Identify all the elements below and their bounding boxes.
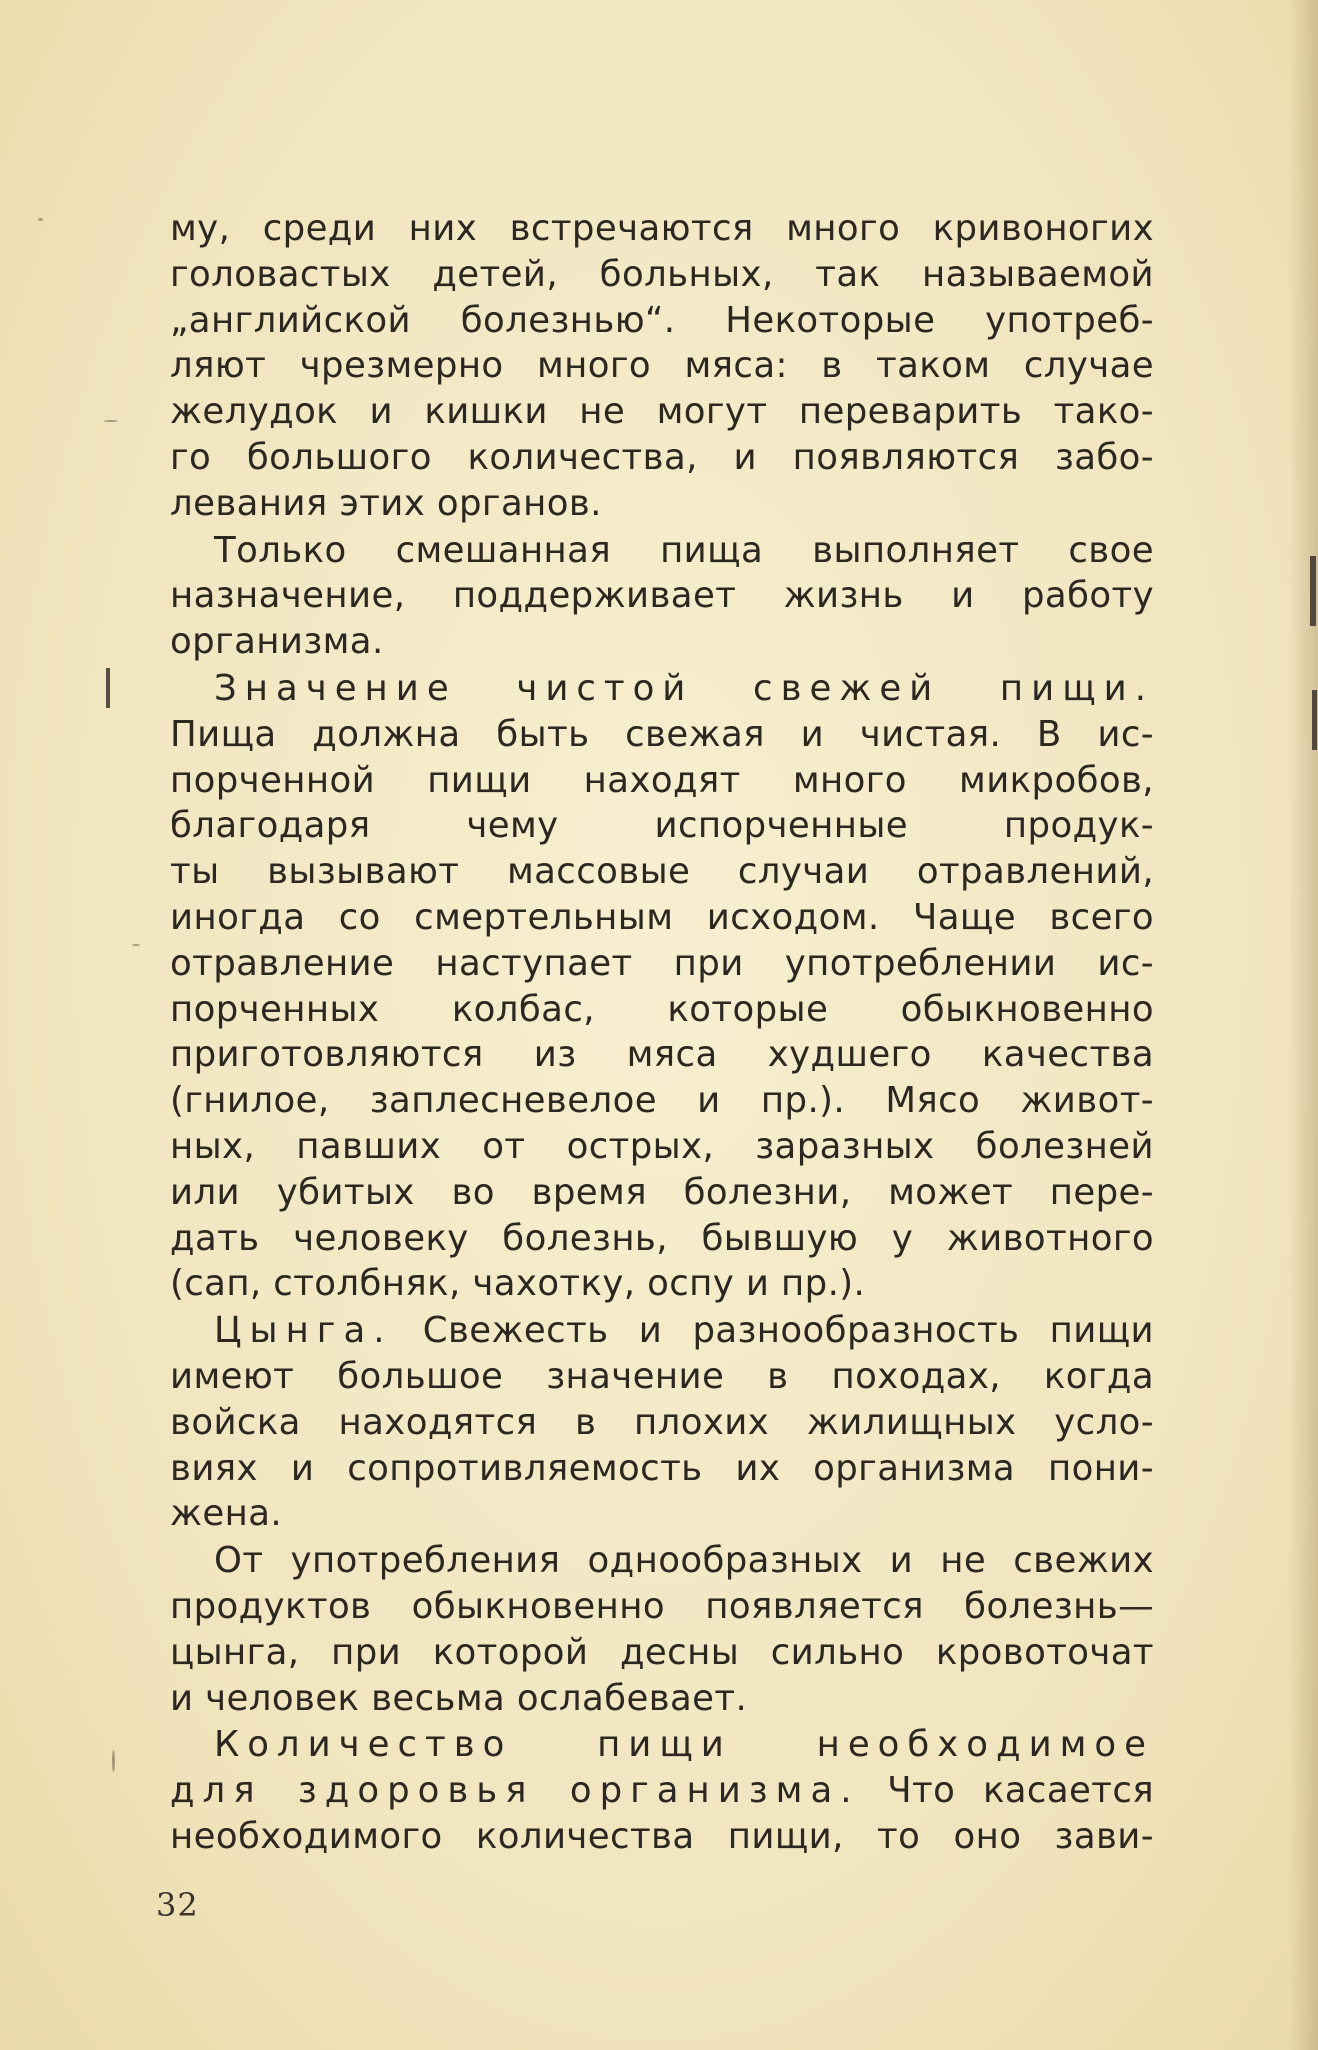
scan-speck xyxy=(38,218,43,221)
text-line: и человек весьма ослабевает. xyxy=(170,1677,748,1719)
text-line: благодаря чему испорченные продук- xyxy=(170,805,1154,847)
text-line: или убитых во время болезни, может пере- xyxy=(170,1171,1154,1213)
text-line: войска находятся в плохих жилищных усло- xyxy=(170,1401,1154,1443)
text-line: му, среди них встречаются много кривоногих xyxy=(170,208,1154,249)
section-heading-continued: для здоровья организма. xyxy=(170,1770,860,1812)
section-heading: Цынга. xyxy=(214,1310,393,1352)
text-line: ляют чрезмерно много мяса: в таком случае xyxy=(170,345,1154,387)
text-line: Только смешанная пища выполняет свое xyxy=(214,529,1154,571)
text-line: организма. xyxy=(170,621,384,663)
margin-mark-right-bottom xyxy=(1312,690,1317,750)
text-line: цынга, при которой десны сильно кровоточат xyxy=(170,1631,1154,1673)
text-line xyxy=(170,1768,1154,1814)
text-line: жена. xyxy=(170,1493,283,1535)
text-line: левания этих органов. xyxy=(170,482,602,524)
text-line: (гнилое, заплесневелое и пр.). Мясо живот- xyxy=(170,1080,1154,1122)
scan-speck xyxy=(104,420,118,422)
text-line: головастых детей, больных, так называемой xyxy=(170,253,1154,295)
text-line: желудок и кишки не могут переварить тако- xyxy=(170,391,1154,433)
section-heading: Значение чистой свежей пищи. xyxy=(214,667,1154,709)
paragraph xyxy=(170,1722,1154,1859)
text-line: Пища должна быть свежая и чистая. В ис- xyxy=(170,713,1154,755)
paragraph xyxy=(170,206,1154,527)
text-line: „английской болезнью“. Некоторые употреб- xyxy=(170,299,1154,341)
text-line: продуктов обыкновенно появляется болезнь— xyxy=(170,1585,1154,1627)
text-line: порченной пищи находят много микробов, xyxy=(170,759,1154,801)
text-line: назначение, поддерживает жизнь и работу xyxy=(170,575,1154,617)
text-line: порченных колбас, которые обыкновенно xyxy=(170,988,1154,1030)
text-line: необходимого количества пищи, то оно зави- xyxy=(170,1815,1154,1857)
text-run: Свежесть и разнообразность пищи xyxy=(422,1310,1155,1352)
margin-mark-right-top xyxy=(1310,556,1316,626)
paragraph xyxy=(170,1538,1154,1721)
scan-speck xyxy=(112,1750,115,1772)
text-line: От употребления однообразных и не свежих xyxy=(214,1540,1154,1582)
paragraph xyxy=(170,528,1154,665)
text-line: (сап, столбняк, чахотку, оспу и пр.). xyxy=(170,1263,866,1305)
paragraph xyxy=(170,1308,1154,1537)
text-line: ты вызывают массовые случаи отравлений, xyxy=(170,851,1154,893)
scan-speck xyxy=(132,944,140,946)
text-line xyxy=(170,1308,1154,1354)
text-run: Что касается xyxy=(887,1770,1155,1812)
body-text xyxy=(170,206,1154,1860)
margin-mark-left xyxy=(106,668,110,708)
text-line: виях и сопротивляемость их организма пони- xyxy=(170,1447,1154,1489)
text-line: ных, павших от острых, заразных болезней xyxy=(170,1125,1154,1167)
text-line: го большого количества, и появляются забо- xyxy=(170,436,1154,478)
text-line: иногда со смертельным исходом. Чаще всего xyxy=(170,896,1154,938)
page-number: 32 xyxy=(156,1886,199,1924)
text-line: имеют большое значение в походах, когда xyxy=(170,1355,1154,1397)
text-line: приготовляются из мяса худшего качества xyxy=(170,1034,1154,1076)
text-line: дать человеку болезнь, бывшую у животного xyxy=(170,1217,1154,1259)
text-line: отравление наступает при употреблении ис- xyxy=(170,942,1154,984)
section-heading: Количество пищи необходимое xyxy=(214,1724,1154,1766)
paragraph xyxy=(170,666,1154,1307)
page-edge-shadow xyxy=(1288,0,1318,2050)
